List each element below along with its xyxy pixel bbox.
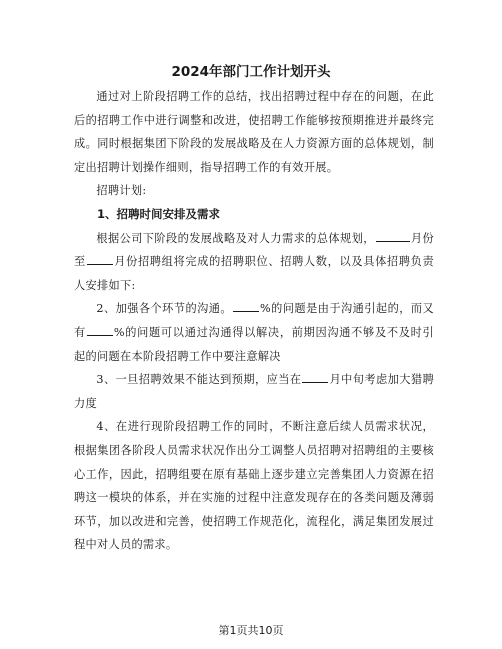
section-heading: 1、招聘时间安排及需求 <box>97 206 221 221</box>
percent-blank <box>233 298 259 312</box>
item2-text-c: %的问题可以通过沟通得以解决，前期因沟通不够及不及时引起的问题在本阶段招聘工作中要注意解决 <box>74 325 435 363</box>
percent-blank <box>87 322 113 336</box>
section1-text-a: 根据公司下阶段的发展战略及对人力需求的总体规划， <box>96 231 375 245</box>
plan-label: 招聘计划: <box>96 184 147 198</box>
document-title: 2024年部门工作计划开头 <box>171 64 331 80</box>
item3-text-a: 3、一旦招聘效果不能达到预期，应当在 <box>96 373 302 387</box>
document-body <box>74 85 434 557</box>
month-blank <box>302 369 328 383</box>
page-indicator: 第1页共10页 <box>218 624 284 637</box>
intro-paragraph: 通过对上阶段招聘工作的总结，找出招聘过程中存在的问题，在此后的招聘工作中进行调整和改进，使招聘工作能够按预期推进并最终完成。同时根据集团下阶段的发展战略及在人力资源方面的总体规划，制定出招聘计划操作细则，指导招聘工作的有效开展。 <box>74 90 434 174</box>
item2-text-a: 2、加强各个环节的沟通。 <box>96 302 233 316</box>
item2-text-b: %的问题是由于沟通引起的，而又有 <box>74 302 434 339</box>
item3-text-b: 月中旬考虑加大猎聘力度 <box>74 373 434 410</box>
section1-paragraph <box>74 227 434 298</box>
month-blank <box>376 228 410 242</box>
item4-paragraph: 4、在进行现阶段招聘工作的同时，不断注意后续人员需求状况，根据集团各阶段人员需求状况作出分工调整人员招聘对招聘组的主要核心工作，因此，招聘组要在原有基础上逐步建立完善集团人力资源在招聘这一模块的体系，并在实施的过程中注意发现存在的各类问题及薄弱环节，加以改进和完善，使招聘工作规范化，流程化，满足集团发展过程中对人员的需求。 <box>74 420 434 552</box>
section1-text-c: 月份招聘组将完成的招聘职位、招聘人数，以及具体招聘负责人安排如下: <box>74 255 434 292</box>
item3-paragraph <box>74 368 434 415</box>
section1-text-b: 月份至 <box>74 231 434 269</box>
item2-paragraph <box>74 297 434 368</box>
month-blank <box>87 251 113 265</box>
